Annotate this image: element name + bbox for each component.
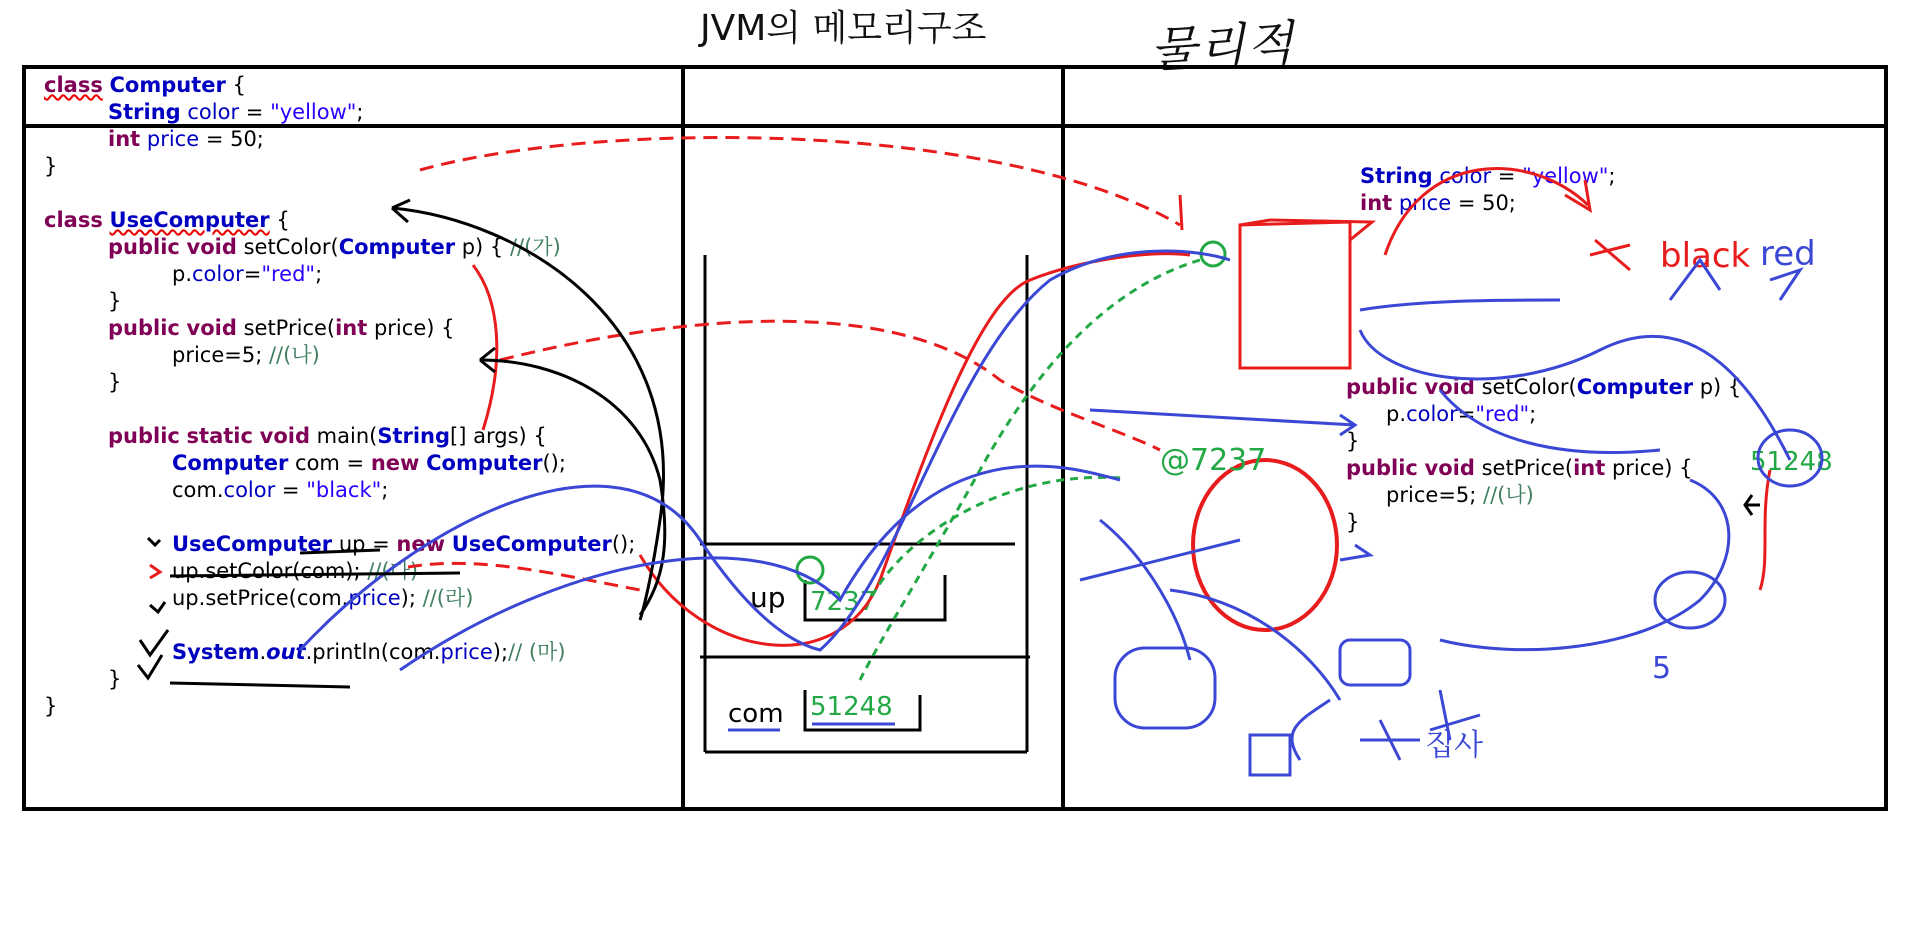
heap_methods-line	[1346, 455, 1741, 482]
code-token	[253, 424, 260, 448]
code-token: = 50;	[199, 127, 264, 151]
heap_object-token	[1392, 191, 1399, 215]
heap_methods-token: public	[1346, 375, 1418, 399]
code-token: price	[146, 127, 200, 151]
code-token: "black"	[306, 478, 382, 502]
code-token: ;	[315, 262, 323, 286]
code-token	[103, 73, 110, 97]
heap_methods-token: =	[1457, 402, 1476, 426]
code-line	[22, 126, 635, 153]
code-token: Computer	[172, 451, 289, 475]
heap_methods-line	[1346, 509, 1741, 536]
code-line	[22, 99, 635, 126]
stack-com-value: 51248	[810, 692, 893, 722]
heap_methods-token	[1418, 375, 1425, 399]
code-token: //(나)	[268, 343, 320, 367]
code-line	[22, 369, 635, 396]
code-line	[22, 234, 635, 261]
code-token: ();	[542, 451, 566, 475]
code-token	[445, 532, 452, 556]
heap_object-token: color	[1439, 164, 1492, 188]
handwritten-title: 물리적	[1148, 15, 1297, 79]
code-token: class	[44, 208, 103, 232]
heap_methods-token: }	[1346, 510, 1360, 534]
code-line	[22, 288, 635, 315]
code-token: );	[400, 586, 423, 610]
code-token: Computer	[426, 451, 543, 475]
code-token: =	[275, 478, 307, 502]
heap_object-line	[1360, 190, 1616, 217]
code-line	[22, 261, 635, 288]
code-token	[180, 424, 187, 448]
code-token: {	[225, 73, 246, 97]
heap_methods-token: setColor(	[1474, 375, 1577, 399]
black-label: black	[1660, 236, 1751, 276]
code-token	[140, 127, 147, 151]
code-token: up =	[332, 532, 397, 556]
code-token: out	[266, 640, 306, 664]
code-token: color	[223, 478, 276, 502]
code-token: "yellow"	[270, 100, 357, 124]
code-line	[22, 693, 635, 720]
heap_methods-token	[1418, 456, 1425, 480]
code-token: new	[396, 532, 445, 556]
heap_object-token: "yellow"	[1522, 164, 1609, 188]
code-token: price) {	[367, 316, 455, 340]
heap_methods-line	[1346, 428, 1741, 455]
heap_object-line	[1360, 163, 1616, 190]
code-token: Computer	[109, 73, 226, 97]
code-line	[22, 423, 635, 450]
code-token: }	[44, 154, 58, 178]
code-token: up.setColor(com);	[172, 559, 368, 583]
code-line	[22, 612, 635, 639]
code-token: int	[335, 316, 368, 340]
code-token: public	[108, 424, 180, 448]
code-token: .	[259, 640, 267, 664]
code-token: ();	[611, 532, 636, 556]
code-token: void	[186, 316, 237, 340]
code-line	[22, 315, 635, 342]
heap_methods-token: price=5;	[1346, 483, 1484, 507]
code-token: // (마)	[508, 640, 566, 664]
heap-method-area	[1346, 374, 1741, 536]
code-token	[180, 235, 187, 259]
code-line	[22, 153, 635, 180]
code-token: ;	[381, 478, 389, 502]
five-label: 5	[1652, 651, 1672, 686]
heap_methods-token: public	[1346, 456, 1418, 480]
code-token: int	[108, 127, 141, 151]
code-token: System	[172, 640, 260, 664]
code-token: price	[440, 640, 493, 664]
heap_methods-line	[1346, 374, 1741, 401]
code-line	[22, 504, 635, 531]
column-divider-1	[681, 69, 685, 807]
code-line	[22, 585, 635, 612]
heap_object-token: int	[1360, 191, 1393, 215]
code-token: =	[239, 100, 271, 124]
code-line	[22, 180, 635, 207]
code-token: p.	[172, 262, 193, 286]
code-token: new	[370, 451, 420, 475]
code-line	[22, 342, 635, 369]
code-token: color	[187, 100, 240, 124]
code-token: main(	[310, 424, 378, 448]
code-token: color	[192, 262, 244, 286]
code-token: p) {	[455, 235, 510, 259]
code-line	[22, 396, 635, 423]
code-token: com.	[172, 478, 224, 502]
code-token: Computer	[338, 235, 456, 259]
code-token: }	[44, 694, 58, 718]
code-token	[180, 316, 187, 340]
code-token: UseComputer	[109, 208, 270, 232]
code-token: ;	[356, 100, 364, 124]
address-com-annotation: 51248	[1750, 447, 1833, 477]
code-token: UseComputer	[172, 532, 333, 556]
code-token: static	[186, 424, 253, 448]
heap_object-token: =	[1491, 164, 1523, 188]
code-token: );	[492, 640, 509, 664]
code-token: //(다)	[367, 559, 419, 583]
korean-scribble: 집사	[1425, 728, 1483, 763]
heap_object-token: = 50;	[1451, 191, 1516, 215]
heap_methods-token: color	[1406, 402, 1458, 426]
code-token: public	[108, 316, 180, 340]
code-token: setColor(	[236, 235, 339, 259]
code-token: "red"	[261, 262, 316, 286]
heap-object-fields	[1360, 163, 1616, 217]
code-token: class	[44, 73, 103, 97]
page-title: JVM의 메모리구조	[700, 8, 987, 49]
code-token: setPrice(	[236, 316, 336, 340]
source-code-panel	[22, 72, 635, 720]
code-token: }	[108, 289, 122, 313]
stack-up-label: up	[750, 581, 786, 614]
code-token: {	[269, 208, 290, 232]
code-token: price=5;	[172, 343, 269, 367]
heap_methods-token: ;	[1529, 402, 1537, 426]
heap_methods-token: //(나)	[1483, 483, 1534, 507]
heap_methods-token: }	[1346, 429, 1360, 453]
code-token	[103, 208, 110, 232]
heap_methods-line	[1346, 401, 1741, 428]
code-token: [] args) {	[450, 424, 547, 448]
heap_methods-token: void	[1424, 456, 1475, 480]
heap_methods-line	[1346, 482, 1741, 509]
code-token: up.setPrice(com.	[172, 586, 349, 610]
heap_object-token: ;	[1608, 164, 1616, 188]
code-token: .println(com.	[305, 640, 441, 664]
heap_methods-token: p) {	[1693, 375, 1742, 399]
code-token: String	[377, 424, 451, 448]
code-token: }	[108, 667, 122, 691]
heap_methods-token: p.	[1346, 402, 1407, 426]
code-line	[22, 558, 635, 585]
code-line	[22, 207, 635, 234]
code-token: void	[186, 235, 237, 259]
code-token: price	[348, 586, 401, 610]
code-line	[22, 639, 635, 666]
code-token: void	[259, 424, 310, 448]
code-token: UseComputer	[451, 532, 612, 556]
stack-com-label: com	[728, 699, 784, 729]
code-token: public	[108, 235, 180, 259]
red-label: red	[1760, 234, 1816, 274]
column-divider-2	[1061, 69, 1065, 807]
code-line	[22, 477, 635, 504]
code-line	[22, 531, 635, 558]
heap_methods-token: price) {	[1605, 456, 1693, 480]
code-token: String	[108, 100, 181, 124]
heap_methods-token: Computer	[1576, 375, 1694, 399]
address-up-annotation: @7237	[1160, 443, 1267, 478]
heap_object-token: price	[1398, 191, 1452, 215]
heap_methods-token: void	[1424, 375, 1475, 399]
heap_methods-token: int	[1573, 456, 1606, 480]
code-token: //(가)	[509, 235, 561, 259]
code-line	[22, 72, 635, 99]
heap_object-token: String	[1360, 164, 1433, 188]
code-token: }	[108, 370, 122, 394]
heap_methods-token: "red"	[1475, 402, 1530, 426]
code-token: com =	[288, 451, 371, 475]
code-line	[22, 450, 635, 477]
stack-up-value: 7237	[810, 587, 877, 617]
heap_methods-token: setPrice(	[1474, 456, 1574, 480]
code-line	[22, 666, 635, 693]
code-token: //(라)	[422, 586, 474, 610]
code-token: =	[243, 262, 262, 286]
